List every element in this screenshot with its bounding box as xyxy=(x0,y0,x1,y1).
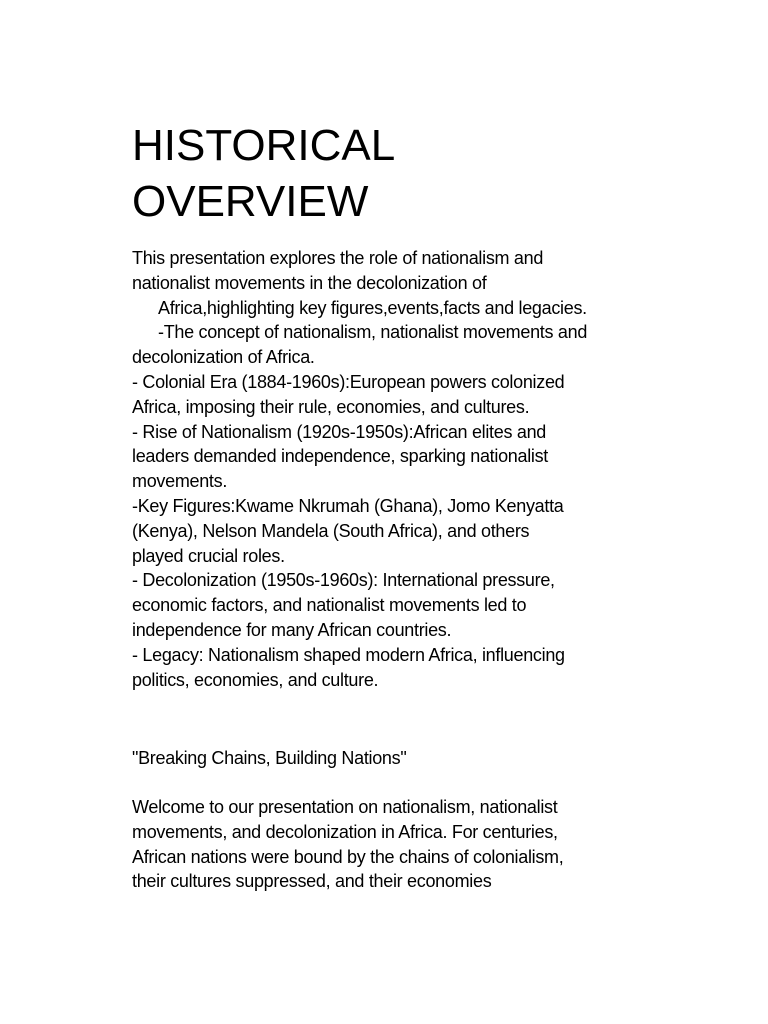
text-line: Welcome to our presentation on nationalism, nationalist xyxy=(132,797,558,817)
legacy-item xyxy=(132,643,632,693)
text-line: African nations were bound by the chains of colonialism, xyxy=(132,846,564,867)
text-line: leaders demanded independence, sparking nationalist xyxy=(132,446,549,467)
text-line: movements, and decolonization in Africa. For centuries, xyxy=(132,821,558,842)
text-line: independence for many African countries. xyxy=(132,619,452,640)
welcome-paragraph xyxy=(132,795,563,894)
text-line: decolonization of Africa. xyxy=(132,347,315,368)
text-line: - Rise of Nationalism (1920s-1950s):African elites and xyxy=(132,421,546,442)
text-line: economic factors, and nationalist movements led to xyxy=(132,595,527,616)
key-figures-item xyxy=(132,494,632,568)
text-line: Africa,highlighting key figures,events,facts and legacies. xyxy=(158,297,587,318)
quote-heading: "Breaking Chains, Building Nations" xyxy=(132,748,407,768)
text-line: (Kenya), Nelson Mandela (South Africa), and others xyxy=(132,520,530,541)
intro-paragraph xyxy=(132,246,632,370)
text-line: played crucial roles. xyxy=(132,545,285,566)
title-line: OVERVIEW xyxy=(132,177,369,226)
text-line: nationalist movements in the decolonization of xyxy=(132,272,487,293)
text-line: - Legacy: Nationalism shaped modern Africa, influencing xyxy=(132,644,565,665)
text-line: -The concept of nationalism, nationalist movements and xyxy=(158,322,588,343)
colonial-era-item xyxy=(132,370,632,420)
text-line: This presentation explores the role of nationalism and xyxy=(132,248,544,268)
text-line: -Key Figures:Kwame Nkrumah (Ghana), Jomo Kenyatta xyxy=(132,495,564,516)
rise-of-nationalism-item xyxy=(132,420,632,494)
decolonization-item xyxy=(132,568,632,642)
text-line: movements. xyxy=(132,471,228,492)
title-line: HISTORICAL xyxy=(132,121,396,170)
text-line: their cultures suppressed, and their economies xyxy=(132,871,492,892)
page-title xyxy=(132,118,395,230)
text-line: Africa, imposing their rule, economies, and cultures. xyxy=(132,396,530,417)
text-line: politics, economies, and culture. xyxy=(132,669,379,690)
text-line: - Colonial Era (1884-1960s):European powers colonized xyxy=(132,371,565,392)
text-line: - Decolonization (1950s-1960s): International pressure, xyxy=(132,570,555,591)
overview-body xyxy=(132,246,632,692)
